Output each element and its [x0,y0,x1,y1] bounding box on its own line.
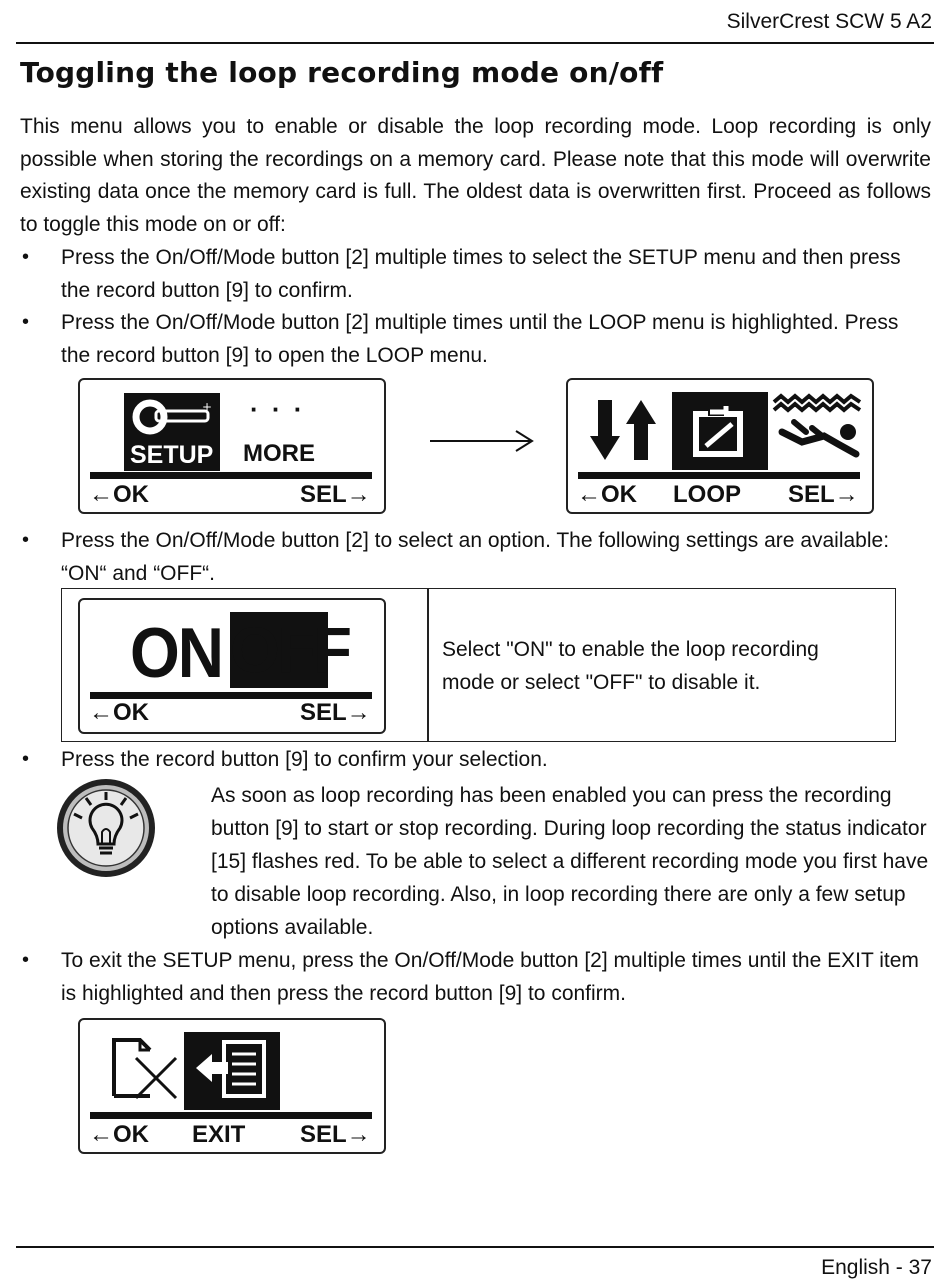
ok-label: ←OK [577,481,637,508]
onoff-screen-image [78,598,386,734]
more-label: MORE [243,440,315,467]
setup-screen-image [78,378,386,514]
ok-label: ←OK [89,699,149,726]
sel-label: SEL→ [300,481,371,508]
lightbulb-tip-icon [56,778,156,878]
setup-menu-item [124,393,220,471]
exit-menu-item [184,1032,280,1110]
on-option: ON [130,613,222,693]
loop-label: LOOP [673,481,742,508]
bullet-marker: • [22,949,30,971]
screen-divider [578,472,860,479]
exit-screen-image [78,1018,386,1154]
wrench-icon [132,397,214,439]
sel-label: SEL→ [300,699,371,726]
dots-icon: · · · [250,394,306,424]
step-3-text: Press the On/Off/Mode button [2] to select an option. The following settings are available: “ON“ and “OFF“. [61,529,890,585]
footer-rule [16,1246,934,1248]
step-5-text: To exit the SETUP menu, press the On/Off/Mode button [2] multiple times until the EXIT item is highlighted and then press the record button [9] to confirm. [61,949,919,1005]
header-rule [16,42,934,44]
bullet-marker: • [22,748,30,770]
ok-label: ←OK [89,1121,149,1148]
svg-text:+: + [202,400,213,414]
tip-text: As soon as loop recording has been enabled you can press the recording button [9] to start or stop recording. During loop recording the status indicator [15] flashes red. To be able to select a different recording mode you first have to disable loop recording. Also, in loop recording there are only a few setup options available. [211,784,929,939]
up-down-arrows-icon [588,396,668,466]
loop-screen-image [566,378,874,514]
screen-divider [90,472,372,479]
exit-icon [194,1038,270,1102]
intro-paragraph: This menu allows you to enable or disable the loop recording mode. Loop recording is only possible when storing the recordings on a memory card. Please note that this mode will overwrite existing data once the memory card is full. The oldest data is overwritten first. Proceed as follows to toggle this mode on or off: [20,115,931,236]
ok-label: ←OK [89,481,149,508]
off-option: OFF [230,614,349,686]
screen-divider [90,1112,372,1119]
loop-icon [690,402,752,460]
bullet-marker: • [22,529,30,551]
table-description: Select "ON" to enable the loop recording mode or select "OFF" to disable it. [442,638,819,694]
screen-divider [90,692,372,699]
step-4-text: Press the record button [9] to confirm your selection. [61,748,548,771]
header-product: SilverCrest SCW 5 A2 [726,10,932,33]
page-title: Toggling the loop recording mode on/off [20,56,664,89]
loop-menu-item [672,392,768,470]
setup-label: SETUP [130,441,214,469]
arrow-right-icon [428,428,536,454]
document-cross-icon [106,1034,180,1102]
option-table [61,588,896,742]
step-1-text: Press the On/Off/Mode button [2] multiple times to select the SETUP menu and then press the record button [9] to confirm. [61,246,901,302]
sel-label: SEL→ [300,1121,371,1148]
exit-label: EXIT [192,1121,246,1148]
bullet-marker: • [22,311,30,333]
page-number: English - 37 [821,1256,932,1279]
bullet-marker: • [22,246,30,268]
table-divider [427,589,429,741]
step-2-text: Press the On/Off/Mode button [2] multiple times until the LOOP menu is highlighted. Press the record button [9] to open the LOOP menu. [61,311,899,367]
diving-icon [772,392,864,468]
sel-label: SEL→ [788,481,859,508]
